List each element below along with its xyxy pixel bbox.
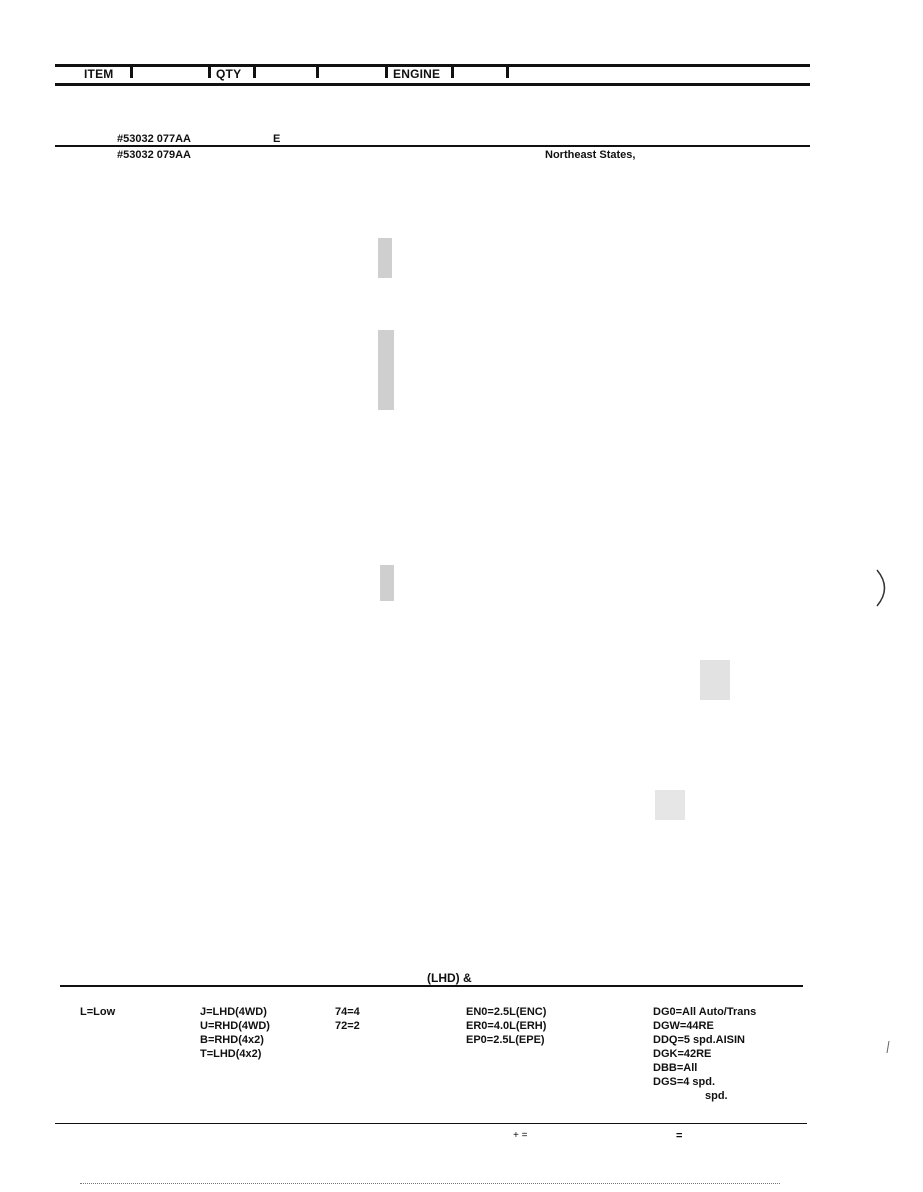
footer-rule [55, 1123, 807, 1124]
footer-mark: = [676, 1130, 683, 1142]
legend-title: (LHD) & [427, 971, 472, 985]
scan-artifact [700, 660, 730, 700]
legend-code: 72=2 [335, 1020, 360, 1032]
header-divider [208, 67, 211, 78]
scan-noise-row [80, 1183, 780, 1185]
header-divider [253, 67, 256, 78]
legend-code: U=RHD(4WD) [200, 1020, 270, 1032]
legend-code: DGS=4 spd. [653, 1076, 716, 1088]
legend-code: DG0=All Auto/Trans [653, 1006, 757, 1018]
legend-code: DBB=All [653, 1062, 698, 1074]
edge-mark [884, 1040, 892, 1054]
legend-code: EP0=2.5L(EPE) [466, 1034, 545, 1046]
part-number: #53032 079AA [117, 149, 192, 161]
legend-column [653, 1005, 756, 1103]
header-divider [506, 67, 509, 78]
scan-artifact [380, 565, 394, 601]
legend-code: EN0=2.5L(ENC) [466, 1006, 547, 1018]
header-divider [385, 67, 388, 78]
header-divider [130, 67, 133, 78]
row-divider [55, 145, 810, 147]
legend-code: B=RHD(4x2) [200, 1034, 264, 1046]
part-note: Northeast States, [545, 149, 636, 161]
legend-code: DDQ=5 spd.AISIN [653, 1034, 745, 1046]
legend-code: DGK=42RE [653, 1048, 712, 1060]
legend-code: J=LHD(4WD) [200, 1006, 267, 1018]
header-qty: QTY [216, 67, 242, 81]
part-note: E [273, 133, 281, 145]
legend-code: ER0=4.0L(ERH) [466, 1020, 547, 1032]
scan-artifact [655, 790, 685, 820]
footer-mark: + = [513, 1130, 528, 1141]
legend-code: T=LHD(4x2) [200, 1048, 262, 1060]
header-item: ITEM [84, 67, 114, 81]
legend-column [466, 1005, 546, 1047]
paren-mark [872, 568, 892, 608]
legend-column [80, 1005, 115, 1019]
legend-column [200, 1005, 270, 1061]
legend-code: 74=4 [335, 1006, 360, 1018]
header-divider [316, 67, 319, 78]
legend-column [335, 1005, 360, 1033]
legend-code: spd. [705, 1090, 728, 1102]
header-divider [451, 67, 454, 78]
header-engine: ENGINE [393, 67, 441, 81]
part-number: #53032 077AA [117, 133, 192, 145]
legend-code: DGW=44RE [653, 1020, 714, 1032]
scan-artifact [378, 238, 392, 278]
legend-rule [60, 985, 803, 987]
legend-code: L=Low [80, 1006, 116, 1018]
scan-artifact [378, 330, 394, 410]
